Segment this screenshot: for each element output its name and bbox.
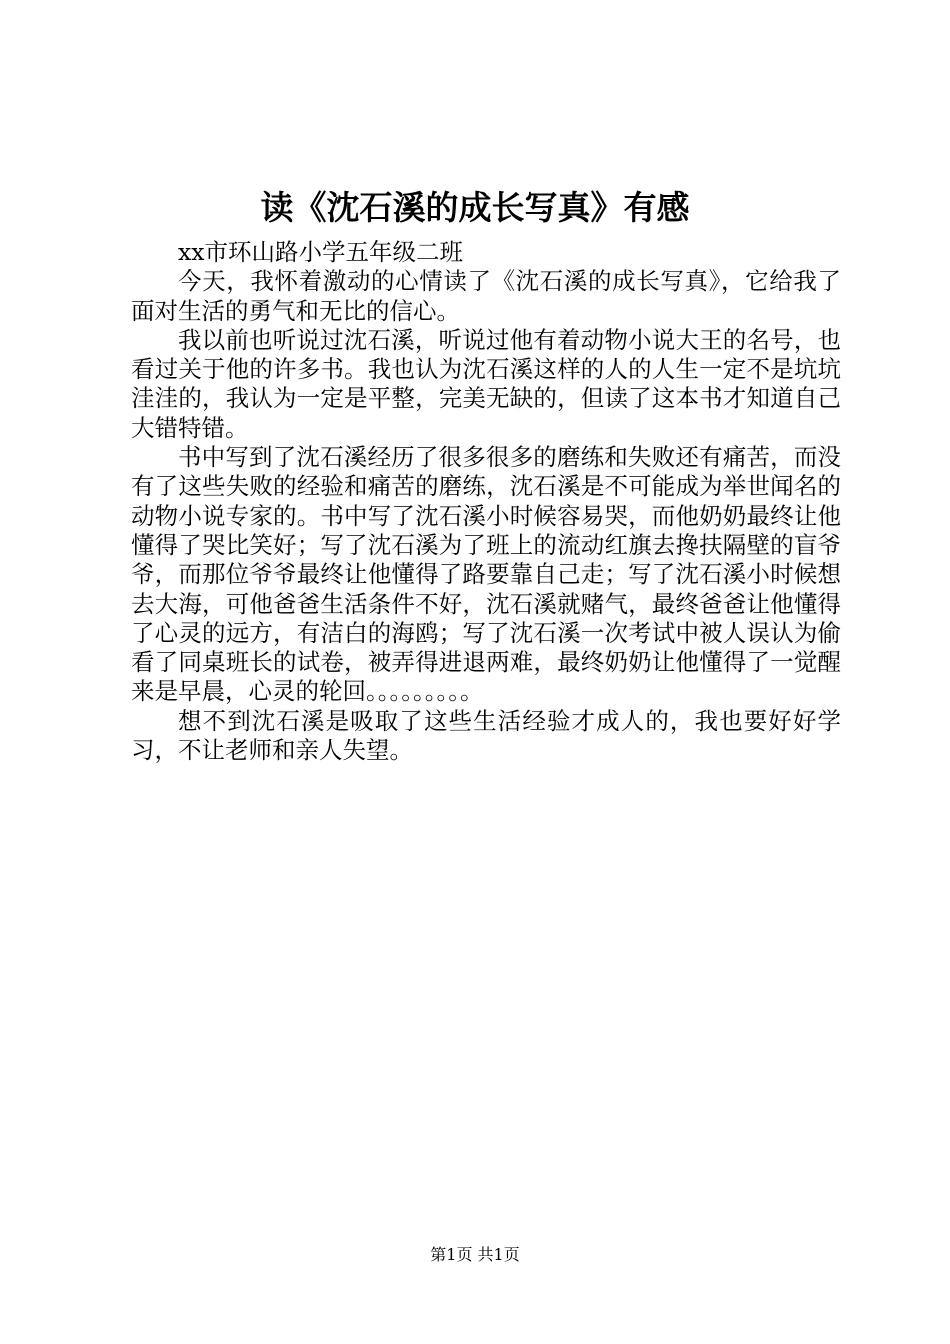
page-number-footer: 第1页 共1页 xyxy=(430,1245,520,1264)
paragraph-3: 书中写到了沈石溪经历了很多很多的磨练和失败还有痛苦，而没有了这些失败的经验和痛苦的磨练，沈石溪是不可能成为举世闻名的动物小说专家的。书中写了沈石溪小时候容易哭，而他奶奶最终让他懂得了哭比笑好；写了沈石溪为了班上的流动红旗去搀扶隔壁的盲爷爷，而那位爷爷最终让他懂得了路要靠自己走；写了沈石溪小时候想去大海，可他爸爸生活条件不好，沈石溪就赌气，最终爸爸让他懂得了心灵的远方，有洁白的海鸥；写了沈石溪一次考试中被人误认为偷看了同桌班长的试卷，被弄得进退两难，最终奶奶让他懂得了一觉醒来是早晨，心灵的轮回。。。。。。。。。 xyxy=(131,443,841,706)
paragraph-1: 今天，我怀着激动的心情读了《沈石溪的成长写真》，它给我了面对生活的勇气和无比的信心。 xyxy=(131,267,841,325)
paragraph-4: 想不到沈石溪是吸取了这些生活经验才成人的，我也要好好学习，不让老师和亲人失望。 xyxy=(131,706,841,765)
document-title: 读《沈石溪的成长写真》有感 xyxy=(260,188,690,227)
author-line: xx市环山路小学五年级二班 xyxy=(178,238,464,266)
document-body xyxy=(131,238,841,765)
paragraph-2: 我以前也听说过沈石溪，听说过他有着动物小说大王的名号，也看过关于他的许多书。我也认为沈石溪这样的人的人生一定不是坑坑洼洼的，我认为一定是平整，完美无缺的，但读了这本书才知道自己大错特错。 xyxy=(131,325,841,442)
